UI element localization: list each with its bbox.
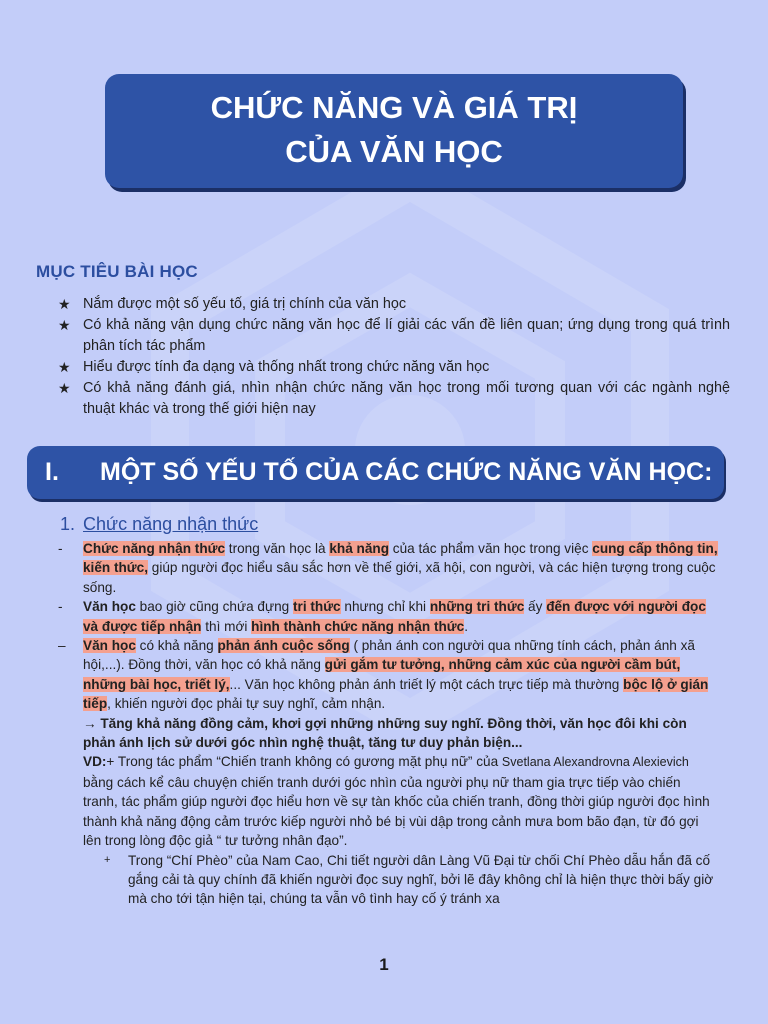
highlight-text: tri thức	[293, 599, 341, 615]
goal-item	[58, 294, 730, 315]
section-number: I.	[45, 458, 59, 486]
example-body: bằng cách kể câu chuyện chiến tranh dưới góc nhìn của người phụ nữ tham gia trực tiếp vào chiến tranh, tác phẩm giúp người đọc hiểu hơn về sự tàn khốc của chiến tranh, đồng thời giúp người đọc hình thành khả năng động cảm trước kiếp người nhỏ bé bị vùi dập trong cảnh mưa bom bão đạn, từ đó gợi lên trong lòng độc giả “ tư tưởng nhân đạo”.	[83, 774, 710, 849]
highlight-text: hình thành chức năng nhận thức	[251, 618, 465, 634]
example-paragraph	[58, 752, 718, 772]
star-bullet-icon: ★	[58, 380, 71, 396]
conclusion-arrow-text: → Tăng khả năng đồng cảm, khơi gợi những những suy nghĩ. Đồng thời, văn học đôi khi còn phản ánh lịch sử dưới góc nhìn nghệ thuật, tăng tư duy phản biện...	[83, 715, 687, 751]
goal-item	[58, 357, 730, 378]
paragraph-text: .	[464, 618, 468, 634]
goal-text: Hiểu được tính đa dạng và thống nhất trong chức năng văn học	[83, 359, 490, 375]
example-sub-item	[58, 851, 718, 909]
star-bullet-icon: ★	[58, 296, 71, 312]
subsection-heading	[60, 514, 258, 535]
paragraph-text: ấy	[524, 599, 547, 615]
title-banner	[105, 74, 683, 188]
example-label: VD:	[83, 754, 107, 770]
highlight-text: Văn học	[83, 638, 136, 654]
paragraph-text: trong văn học là	[225, 541, 330, 556]
goal-text: Nắm được một số yếu tố, giá trị chính của văn học	[83, 296, 407, 312]
highlight-text: những tri thức	[429, 599, 525, 615]
paragraph-text: bao giờ cũng chứa đựng	[135, 599, 293, 615]
subsection-title: Chức năng nhận thức	[83, 514, 259, 534]
paragraph-text: giúp người đọc hiểu sâu sắc hơn về thế giới, xã hội, con người, và các hiện tượng trong cuộc sống.	[83, 560, 716, 595]
paragraph-text: thì mới	[201, 618, 252, 634]
goals-heading: MỤC TIÊU BÀI HỌC	[36, 262, 198, 281]
star-bullet-icon: ★	[58, 317, 71, 333]
sub-item-text: Trong “Chí Phèo” của Nam Cao, Chi tiết người dân Làng Vũ Đại từ chối Chí Phèo dẫu hắn đã cố gắng cải tà quy chính đã khiến người đọc suy nghĩ, bởi lẽ đây không chỉ là hiện thực thời bấy giờ mà cho tới tận hiện tại, chúng ta vẫn vô tình hay cố ý tránh xa	[128, 852, 714, 907]
paragraph-text: có khả năng	[135, 638, 218, 654]
paragraph-text: nhưng chỉ khi	[340, 599, 430, 615]
highlight-text: cung cấp thông tin, kiến thức,	[83, 541, 718, 576]
dash-bullet: -	[58, 599, 63, 615]
paragraph-text: + Trong tác phẩm “Chiến tranh không có gương mặt phụ nữ” của	[106, 754, 502, 770]
highlight-text: Chức năng nhận thức	[83, 541, 226, 556]
paragraph-text: , khiến người đọc phải tự suy nghĩ, cảm nhận.	[107, 696, 386, 712]
content-body	[58, 539, 718, 909]
bold-text: Văn học	[83, 599, 136, 615]
title-line-1: CHỨC NĂNG VÀ GIÁ TRỊ	[210, 90, 578, 125]
goals-list	[58, 294, 730, 420]
paragraph-text: của tác phẩm văn học trong việc	[389, 541, 593, 556]
highlight-text: gửi gắm tư tưởng, những cảm xúc của người cầm bút, những bài học, triết lý,	[83, 657, 681, 692]
paragraph-reflection	[58, 636, 718, 714]
star-bullet-icon: ★	[58, 359, 71, 375]
paragraph-cognitive-function	[58, 539, 718, 597]
subsection-number: 1.	[60, 514, 76, 534]
plus-bullet: +	[104, 853, 111, 866]
goal-text: Có khả năng vận dụng chức năng văn học để lí giải các vấn đề liên quan; ứng dụng trong quá trình phân tích tác phẩm	[83, 317, 730, 354]
dash-bullet: –	[58, 638, 66, 654]
section-title: MỘT SỐ YẾU TỐ CỦA CÁC CHỨC NĂNG VĂN HỌC:	[100, 458, 713, 486]
highlight-text: phản ánh cuộc sống	[217, 638, 350, 654]
goal-text: Có khả năng đánh giá, nhìn nhận chức năng văn học trong mối tương quan với các ngành nghệ thuật khác và trong thế giới hiện nay	[83, 380, 730, 417]
section-banner	[27, 446, 724, 499]
highlight-text: khả năng	[329, 541, 389, 556]
dash-bullet: -	[58, 541, 63, 556]
highlight-text: bộc lộ ở gián tiếp	[83, 676, 709, 712]
goal-item	[58, 315, 730, 357]
highlight-text: đến được với người đọc và được tiếp nhận	[83, 599, 706, 634]
author-name: Svetlana Alexandrovna Alexievich	[501, 755, 689, 770]
paragraph-knowledge	[58, 597, 718, 636]
paragraph-text: ( phản ánh con người qua những tính cách, phản ánh xã hội,...). Đồng thời, văn học có khả năng	[83, 638, 695, 673]
paragraph-text: ... Văn học không phản ánh triết lý một cách trực tiếp mà thường	[229, 676, 624, 692]
goal-item	[58, 378, 730, 420]
page-number: 1	[379, 955, 389, 974]
title-line-2: CỦA VĂN HỌC	[285, 134, 503, 169]
